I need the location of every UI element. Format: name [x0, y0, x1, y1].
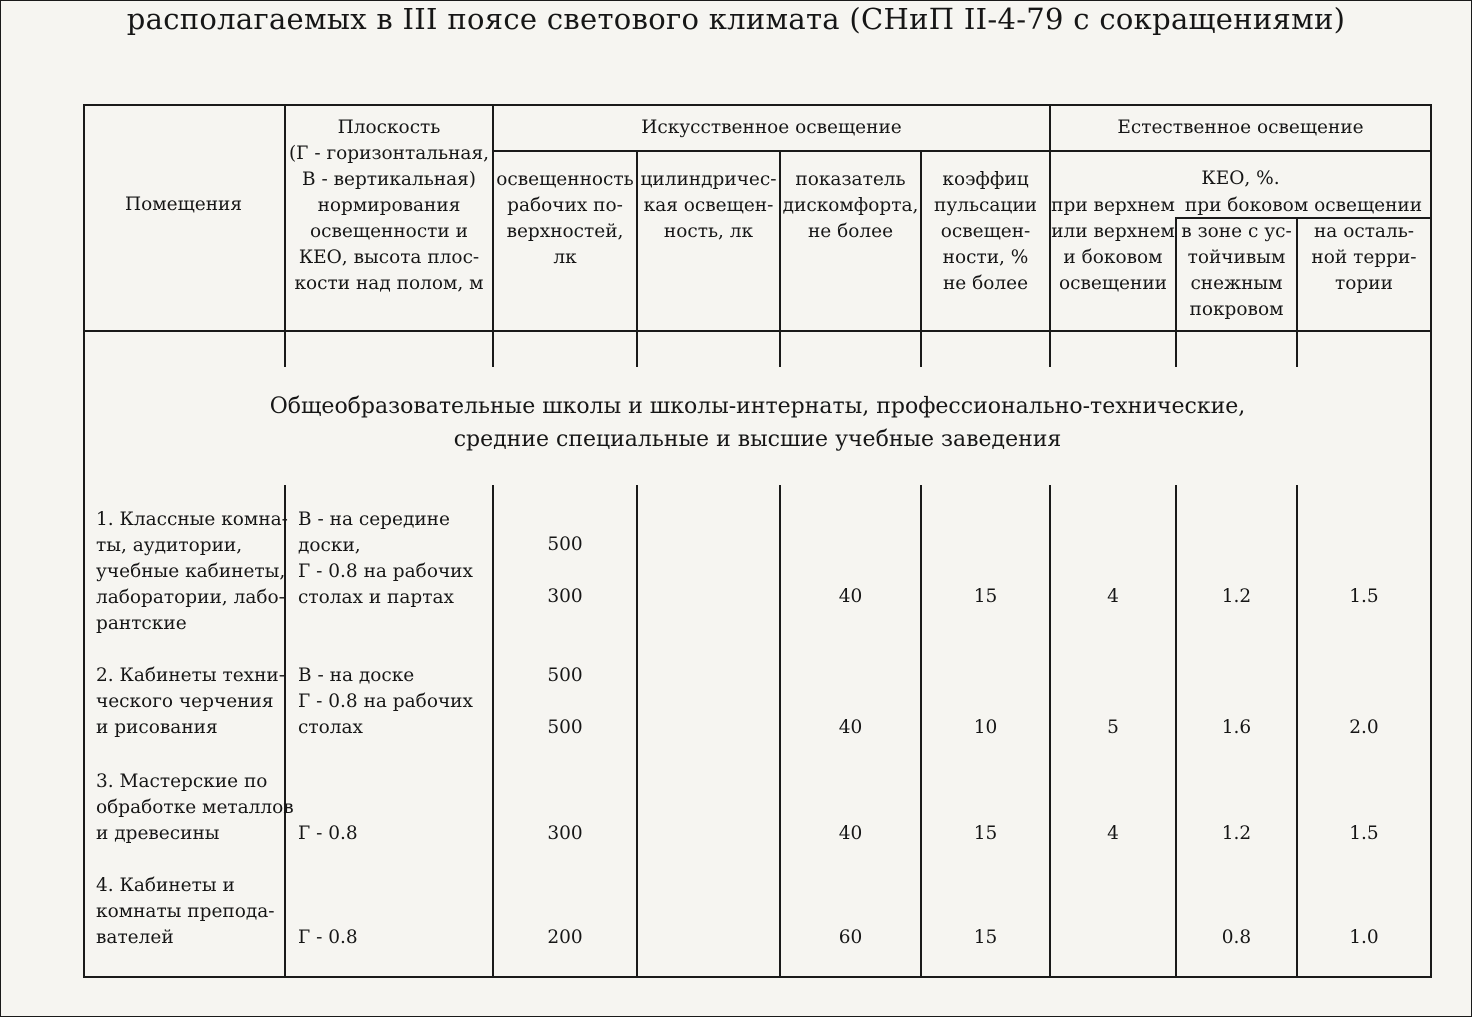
row-3-top: 4 [1107, 823, 1119, 844]
norms-table [83, 104, 1432, 978]
row-3-room: 3. Мастерские по обработке металлов и древесины [96, 771, 294, 844]
col-divider-illum-body [636, 485, 638, 978]
row-4-illum: 200 [547, 927, 583, 948]
table-border-right [1430, 104, 1432, 978]
row-3-snow: 1.2 [1221, 823, 1252, 844]
header-discomfort: показатель дискомфорта, не более [782, 169, 919, 242]
row-4-rest: 1.0 [1349, 927, 1379, 948]
header-rest: на осталь- ной терри- тории [1311, 221, 1417, 294]
header-illum: освещенность рабочих по- верхностей, лк [496, 169, 634, 268]
header-side: при боковом освещении [1184, 195, 1423, 216]
row-3-discomfort: 40 [838, 823, 863, 844]
artificial-header-line [493, 150, 1432, 152]
row-1-pulsation: 15 [973, 586, 998, 607]
header-plane: Плоскость (Г - горизонтальная, В - вертикальная) нормирования освещенности и КЕО, высота плос- кости над полом, м [288, 117, 490, 294]
row-3-pulsation: 15 [973, 823, 998, 844]
row-2-pulsation: 10 [973, 717, 998, 738]
row-4-pulsation: 15 [973, 927, 998, 948]
row-2-rest: 2.0 [1349, 717, 1379, 738]
row-2-room: 2. Кабинеты техни- ческого черчения и рисования [96, 665, 285, 738]
row-1-snow: 1.2 [1221, 586, 1252, 607]
row-1-discomfort: 40 [838, 586, 863, 607]
row-1-room: 1. Классные комна- ты, аудитории, учебные кабинеты, лаборатории, лабо- рантские [96, 509, 288, 634]
row-2-top: 5 [1107, 717, 1119, 738]
row-3-illum: 300 [547, 823, 583, 844]
header-snow: в зоне с ус- тойчивым снежным покровом [1181, 221, 1292, 320]
row-2-illum-a: 500 [547, 665, 583, 686]
header-top: при верхнем или верхнем и боковом освещении [1051, 195, 1175, 294]
row-4-discomfort: 60 [838, 927, 863, 948]
row-3-rest: 1.5 [1349, 823, 1379, 844]
header-pulsation: коэффиц пульсации освещен- ности, % не более [934, 169, 1037, 294]
header-natural: Естественное освещение [1117, 117, 1364, 138]
row-1-rest: 1.5 [1349, 586, 1379, 607]
row-3-plane: Г - 0.8 [298, 823, 358, 844]
row-4-snow: 0.8 [1221, 927, 1252, 948]
row-1-illum-a: 500 [547, 534, 583, 555]
row-1-illum-b: 300 [547, 586, 583, 607]
page-title: располагаемых в III поясе светового климата (СНиП II-4-79 с сокращениями) [126, 2, 1346, 36]
header-cyl: цилиндричес- кая освещен- ность, лк [640, 169, 777, 242]
row-2-discomfort: 40 [838, 717, 863, 738]
header-artificial: Искусственное освещение [641, 117, 902, 138]
header-keo: КЕО, %. [1201, 168, 1280, 189]
header-room: Помещения [124, 194, 243, 215]
row-2-snow: 1.6 [1221, 717, 1252, 738]
group-title: Общеобразовательные школы и школы-интернаты, профессионально-технические, средние специальные и высшие учебные заведения [269, 394, 1246, 452]
row-1-plane: В - на середине доски, Г - 0.8 на рабочих столах и партах [298, 509, 473, 608]
row-4-plane: Г - 0.8 [298, 927, 358, 948]
row-1-top: 4 [1107, 586, 1119, 607]
row-2-illum-b: 500 [547, 717, 583, 738]
row-2-plane: В - на доске Г - 0.8 на рабочих столах [298, 665, 473, 738]
row-4-room: 4. Кабинеты и комнаты препода- вателей [96, 875, 275, 948]
table-border-left [83, 104, 85, 978]
